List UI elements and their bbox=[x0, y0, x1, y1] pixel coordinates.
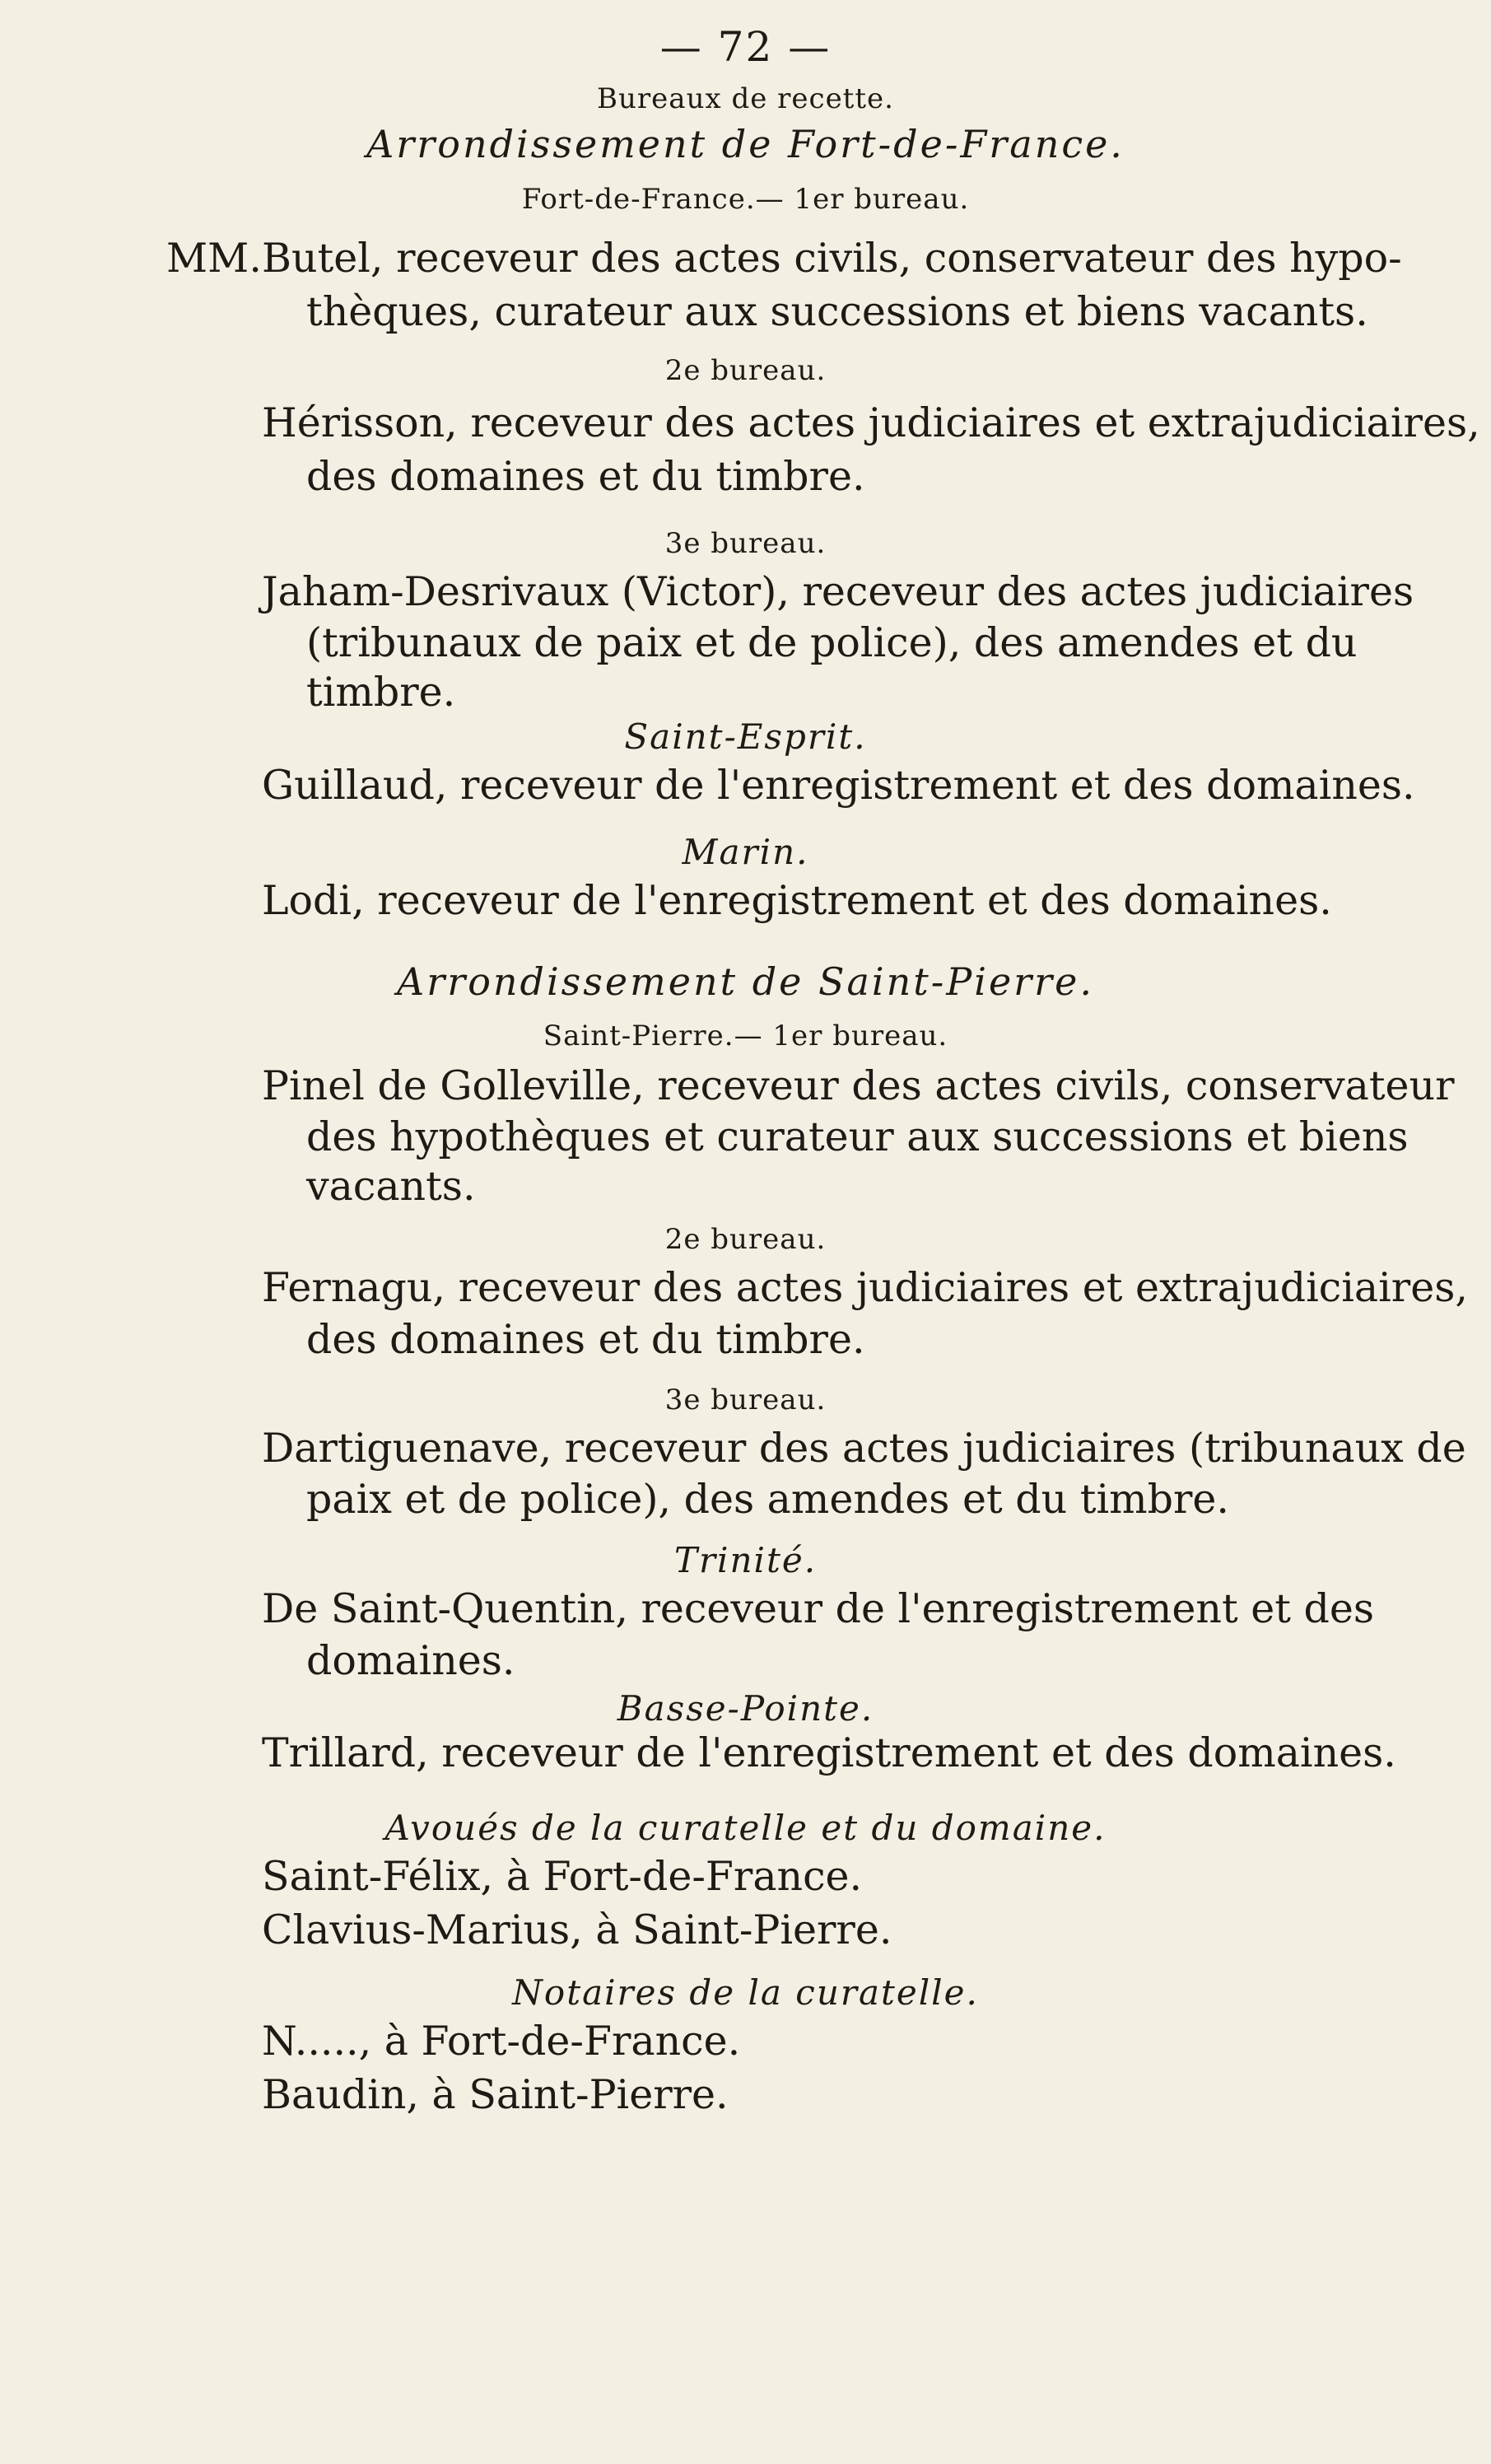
entry-line: (tribunaux de paix et de police), des amendes et du bbox=[306, 619, 1358, 666]
locality-heading: Basse-Pointe. bbox=[617, 1688, 874, 1729]
entry-line: vacants. bbox=[306, 1163, 476, 1210]
entry-line: Baudin, à Saint-Pierre. bbox=[262, 2071, 729, 2118]
entry-line: Dartiguenave, receveur des actes judiciaires (tribunaux de bbox=[262, 1425, 1466, 1472]
entry-line: thèques, curateur aux successions et biens vacants. bbox=[306, 288, 1368, 335]
entry-line: paix et de police), des amendes et du timbre. bbox=[306, 1476, 1229, 1523]
entry-line: Trillard, receveur de l'enregistrement et des domaines. bbox=[262, 1729, 1396, 1776]
bureau-heading: 2e bureau. bbox=[664, 354, 827, 387]
entry-line: des domaines et du timbre. bbox=[306, 453, 865, 500]
bureau-heading: 3e bureau. bbox=[664, 527, 827, 560]
mm-label: MM. bbox=[166, 235, 262, 282]
entry-line: Clavius-Marius, à Saint-Pierre. bbox=[262, 1906, 892, 1953]
bureau-heading: 2e bureau. bbox=[664, 1223, 827, 1256]
office-subtitle: Fort-de-France.— 1er bureau. bbox=[521, 183, 970, 216]
entry-line: Guillaud, receveur de l'enregistrement et des domaines. bbox=[262, 762, 1415, 809]
entry-text: Butel, receveur des actes civils, conservateur des hypo- bbox=[262, 235, 1402, 282]
entry-line: De Saint-Quentin, receveur de l'enregistrement et des bbox=[262, 1585, 1374, 1632]
locality-heading: Saint-Esprit. bbox=[624, 716, 867, 757]
arrondissement-title: Arrondissement de Saint-Pierre. bbox=[397, 959, 1094, 1004]
office-subtitle: Saint-Pierre.— 1er bureau. bbox=[543, 1020, 948, 1052]
arrondissement-title: Arrondissement de Fort-de-France. bbox=[366, 122, 1125, 166]
entry-line: des hypothèques et curateur aux successions et biens bbox=[306, 1113, 1409, 1160]
bureau-heading: 3e bureau. bbox=[664, 1384, 827, 1416]
entry-line: Hérisson, receveur des actes judiciaires et extrajudiciaires, bbox=[262, 399, 1480, 446]
entry-line: Saint-Félix, à Fort-de-France. bbox=[262, 1853, 863, 1900]
entry-line bbox=[166, 235, 1402, 282]
section-heading: Notaires de la curatelle. bbox=[512, 1972, 979, 2013]
entry-line: N....., à Fort-de-France. bbox=[262, 2018, 741, 2065]
entry-line: Jaham-Desrivaux (Victor), receveur des actes judiciaires bbox=[262, 568, 1414, 615]
entry-line: Lodi, receveur de l'enregistrement et des domaines. bbox=[262, 877, 1332, 924]
section-header: Bureaux de recette. bbox=[597, 82, 894, 115]
locality-heading: Marin. bbox=[682, 832, 809, 872]
entry-line: domaines. bbox=[306, 1637, 515, 1684]
section-heading: Avoués de la curatelle et du domaine. bbox=[384, 1808, 1107, 1848]
page-number: — 72 — bbox=[659, 23, 832, 71]
entry-line: des domaines et du timbre. bbox=[306, 1316, 865, 1363]
entry-line: Pinel de Golleville, receveur des actes civils, conservateur bbox=[262, 1062, 1455, 1109]
entry-line: timbre. bbox=[306, 669, 456, 716]
locality-heading: Trinité. bbox=[673, 1540, 818, 1580]
entry-line: Fernagu, receveur des actes judiciaires et extrajudiciaires, bbox=[262, 1264, 1468, 1311]
